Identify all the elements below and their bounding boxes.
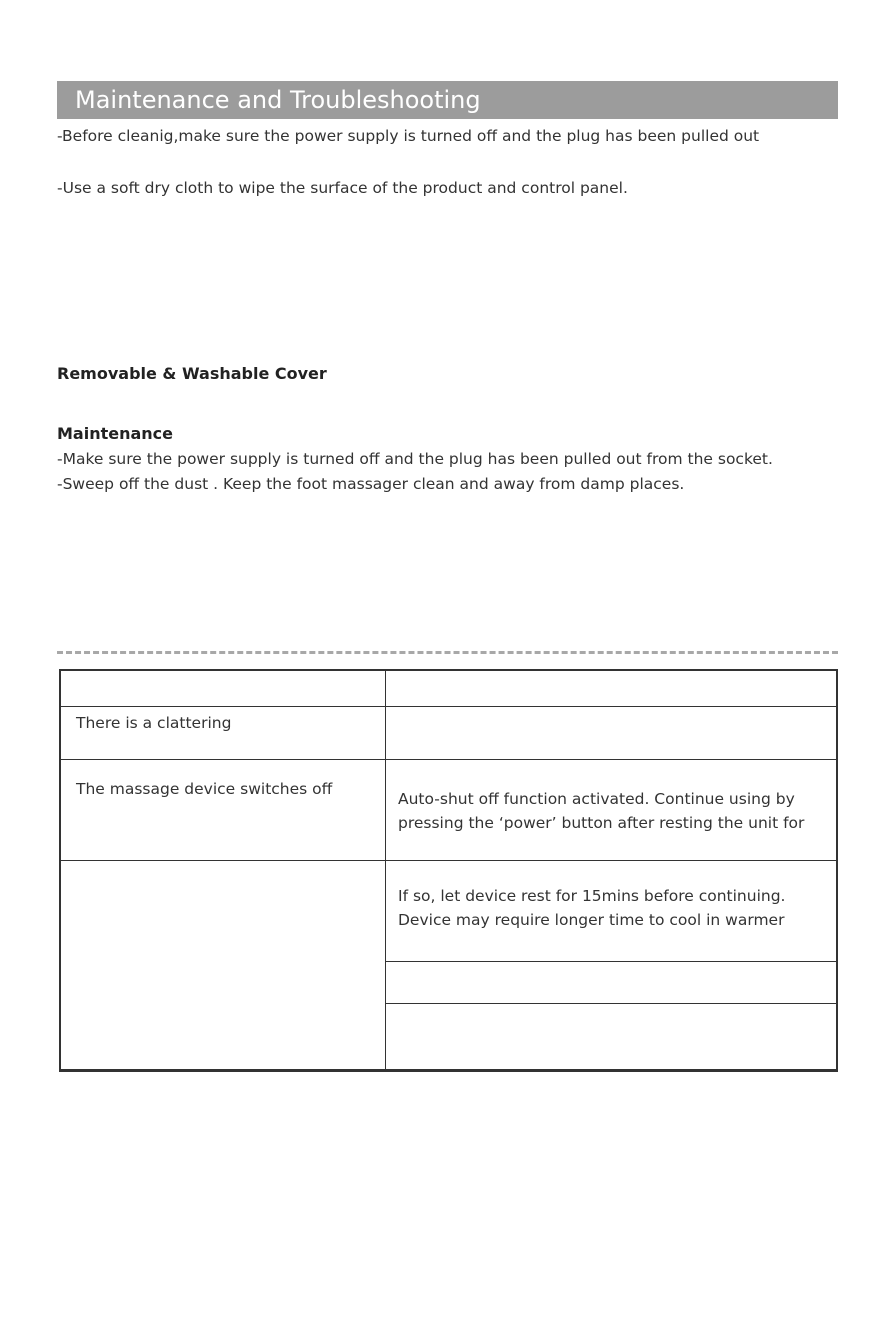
table-column-divider [385, 669, 386, 1072]
table-cell-problem: The massage device switches off [76, 780, 333, 798]
table-cell-solution: Auto-shut off function activated. Continue using by [398, 790, 795, 808]
intro-line-1: -Before cleanig,make sure the power supply is turned off and the plug has been pulled out [57, 127, 760, 145]
table-cell-solution: If so, let device rest for 15mins before continuing. [398, 887, 786, 905]
maintenance-line-2: -Sweep off the dust . Keep the foot massager clean and away from damp places. [57, 475, 685, 493]
table-row-divider [59, 706, 838, 707]
dashed-divider [57, 651, 838, 654]
table-cell-solution: pressing the ‘power’ button after resting the unit for [398, 814, 805, 832]
table-cell-problem: There is a clattering [76, 714, 232, 732]
section-title: Maintenance and Troubleshooting [75, 86, 481, 114]
table-row-divider [59, 860, 838, 861]
table-subrow-divider [386, 1003, 838, 1004]
intro-line-2: -Use a soft dry cloth to wipe the surface of the product and control panel. [57, 179, 628, 197]
table-cell-solution: Device may require longer time to cool in warmer [398, 911, 785, 929]
table-subrow-divider [386, 961, 838, 962]
section-title-bar [57, 81, 838, 119]
maintenance-line-1: -Make sure the power supply is turned off and the plug has been pulled out from the socket. [57, 450, 773, 468]
table-row-divider [59, 759, 838, 760]
maintenance-heading: Maintenance [57, 424, 174, 443]
cover-heading: Removable & Washable Cover [57, 364, 327, 383]
